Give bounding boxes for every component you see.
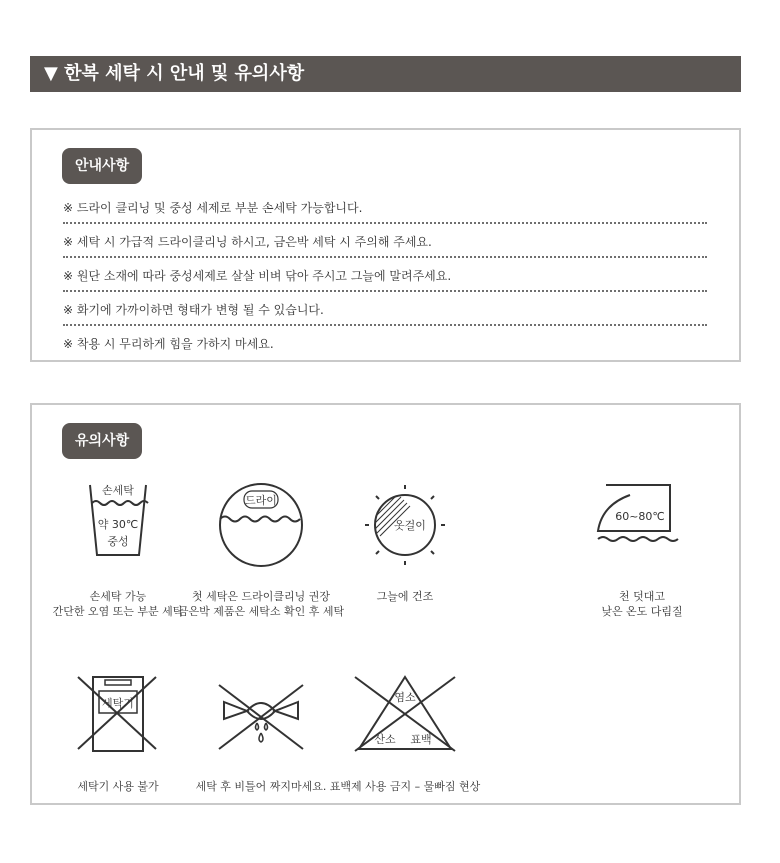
care-caption [320,589,490,604]
care-item-no-bleach [320,677,490,794]
dry-clean-text: 드라이 [245,494,277,507]
section-title-bar [30,56,741,92]
caption-line: 천 덧대고 [618,590,665,603]
caption-line: 그늘에 건조 [376,590,434,603]
no-bleach-icon [355,677,455,767]
guide-item: ※ 원단 소재에 따라 중성세제로 살살 비벼 닦아 주시고 그늘에 말려주세요. [63,258,707,292]
hand-wash-temp: 약 30℃ [97,518,139,531]
hand-wash-icon [68,481,168,581]
caption-line: 첫 세탁은 드라이클리닝 권장 [191,590,330,603]
caption-line: 손세탁 가능 [89,590,147,603]
caption-line: 금은박 제품은 세탁소 확인 후 세탁 [177,605,345,618]
no-bleach-oxygen: 산소 [374,733,396,746]
hand-wash-detergent: 중성 [107,535,129,548]
care-caption [320,779,490,794]
no-machine-wash-text: 세탁기 [102,697,134,710]
shade-dry-icon [355,481,455,581]
guide-label: 안내사항 [62,148,142,184]
hand-wash-text: 손세탁 [102,484,134,497]
caption-line: 세탁 후 비틀어 짜지마세요. [195,780,327,793]
caution-box [30,403,741,805]
iron-temp: 60~80℃ [615,510,665,523]
no-machine-wash-icon [68,677,168,767]
no-bleach-bleach: 표백 [410,733,432,746]
caution-label: 유의사항 [62,423,142,459]
caption-line: 낮은 온도 다림질 [601,605,683,618]
guide-item: ※ 화기에 가까이하면 형태가 변형 될 수 있습니다. [63,292,707,326]
care-item-iron [572,481,712,619]
care-caption [572,589,712,619]
caption-line: 세탁기 사용 불가 [77,780,159,793]
no-wring-icon [211,677,311,767]
iron-icon [592,481,692,581]
care-item-shade-dry [320,481,490,604]
dry-clean-icon [211,481,311,581]
no-bleach-chlorine: 염소 [394,691,416,704]
caption-line: 간단한 오염 또는 부분 세탁 [52,605,184,618]
guide-list [63,190,707,358]
guide-item: ※ 세탁 시 가급적 드라이클리닝 하시고, 금은박 세탁 시 주의해 주세요. [63,224,707,258]
guide-item: ※ 드라이 클리닝 및 중성 세제로 부분 손세탁 가능합니다. [63,190,707,224]
caption-line: 표백제 사용 금지 – 물빠짐 현상 [329,780,481,793]
shade-dry-text: 옷걸이 [394,519,426,532]
guide-box [30,128,741,362]
section-title: ▼ 한복 세탁 시 안내 및 유의사항 [44,63,305,84]
guide-item: ※ 착용 시 무리하게 힘을 가하지 마세요. [63,337,274,351]
